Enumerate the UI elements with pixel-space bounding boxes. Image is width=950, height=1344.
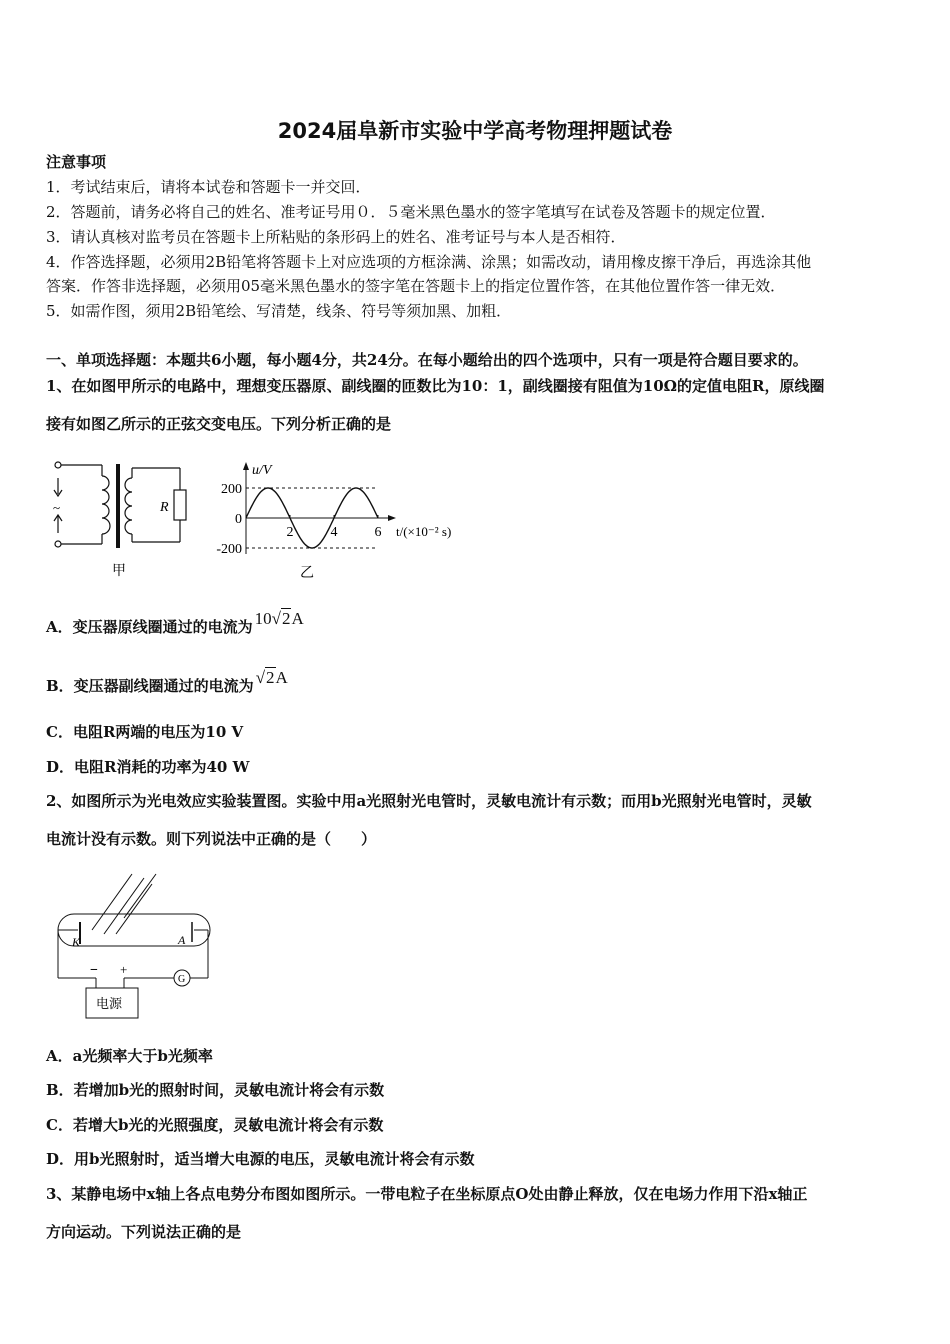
label-a: A [178, 933, 186, 947]
resistor-r [174, 490, 186, 520]
math-a: 10√2A [254, 609, 304, 628]
x-axis-arrow [388, 515, 396, 521]
y-tick-label: 200 [221, 482, 242, 497]
ac-source-symbol: ~ [53, 500, 61, 515]
q2-option-c: C．若增大b光的光照强度，灵敏电流计将会有示数 [46, 1116, 384, 1134]
y-axis-arrow [243, 462, 249, 470]
label-minus: − [90, 963, 98, 978]
q1-fig-transformer-circuit [44, 456, 204, 582]
q2-option-d: D．用b光照射时，适当增大电源的电压，灵敏电流计将会有示数 [46, 1150, 475, 1168]
notice-item: 4．作答选择题，必须用2B铅笔将答题卡上对应选项的方框涂满、涂黑；如需改动，请用橡皮擦干净后，再选涂其他 [46, 253, 812, 271]
x-tick-label: 6 [374, 525, 382, 540]
resistor-label: R [160, 500, 169, 515]
math-b: √2A [255, 668, 288, 687]
terminal-bottom [55, 541, 61, 547]
notice-heading: 注意事项 [46, 153, 107, 171]
q3-stem-line2: 方向运动。下列说法正确的是 [46, 1223, 242, 1241]
secondary-coil [125, 478, 132, 534]
q1-option-b: B．变压器副线圈通过的电流为 √2A [46, 668, 288, 695]
q2-option-a: A．a光频率大于b光频率 [46, 1047, 213, 1065]
fig-label-yi: 乙 [300, 566, 314, 581]
x-axis-label: t/(×10⁻² s) [396, 524, 452, 539]
y-axis-label: u/V [252, 463, 272, 478]
label-power: 电源 [96, 996, 123, 1011]
notice-item: 3．请认真核对监考员在答题卡上所粘贴的条形码上的姓名、准考证号与本人是否相符． [46, 228, 626, 246]
label-k: K [72, 935, 81, 949]
q1-option-a: A．变压器原线圈通过的电流为 10√2A [46, 609, 304, 636]
label-plus: + [120, 962, 128, 977]
iron-core [116, 464, 120, 548]
q2-option-b: B．若增加b光的照射时间，灵敏电流计将会有示数 [46, 1081, 385, 1099]
fig-label-jia: 甲 [112, 564, 126, 579]
x-tick-label: 2 [286, 525, 294, 540]
notice-item: 2．答题前，请务必将自己的姓名、准考证号用０．５毫米黑色墨水的签字笔填写在试卷及答题卡的规定位置． [46, 203, 776, 221]
q1-option-d: D．电阻R消耗的功率为40 W [46, 758, 250, 776]
q2-fig-photoelectric [44, 870, 219, 1025]
q1-option-c: C．电阻R两端的电压为10 V [46, 723, 244, 741]
q1-fig-voltage-chart [204, 458, 474, 584]
notice-item: 答案．作答非选择题，必须用05毫米黑色墨水的签字笔在答题卡上的指定位置作答，在其他位置作答一律无效． [46, 277, 786, 295]
x-tick-label: 4 [330, 525, 338, 540]
y-tick-label: 0 [235, 512, 242, 527]
page-title: 2024届阜新市实验中学高考物理押题试卷 [277, 119, 673, 143]
terminal-top [55, 462, 61, 468]
q2-stem-line1: 2、如图所示为光电效应实验装置图。实验中用a光照射光电管时，灵敏电流计有示数；而用b光照射光电管时，灵敏 [46, 792, 812, 810]
q1-stem-line2: 接有如图乙所示的正弦交变电压。下列分析正确的是 [46, 415, 392, 433]
q2-stem-line2: 电流计没有示数。则下列说法中正确的是（ ） [46, 830, 377, 848]
y-tick-label: -200 [216, 542, 242, 557]
section-heading: 一、单项选择题：本题共6小题，每小题4分，共24分。在每小题给出的四个选项中，只有一项是符合题目要求的。 [46, 351, 808, 369]
q3-stem-line1: 3、某静电场中x轴上各点电势分布图如图所示。一带电粒子在坐标原点O处由静止释放，仅在电场力作用下沿x轴正 [46, 1185, 808, 1203]
notice-item: 5．如需作图，须用2B铅笔绘、写清楚，线条、符号等须加黑、加粗． [46, 302, 512, 320]
notice-item: 1．考试结束后，请将本试卷和答题卡一并交回． [46, 178, 371, 196]
primary-coil [102, 476, 110, 534]
label-g: G [178, 974, 186, 985]
q1-stem-line1: 1、在如图甲所示的电路中，理想变压器原、副线圈的匝数比为10：1，副线圈接有阻值为10Ω的定值电阻R，原线圈 [46, 377, 825, 395]
